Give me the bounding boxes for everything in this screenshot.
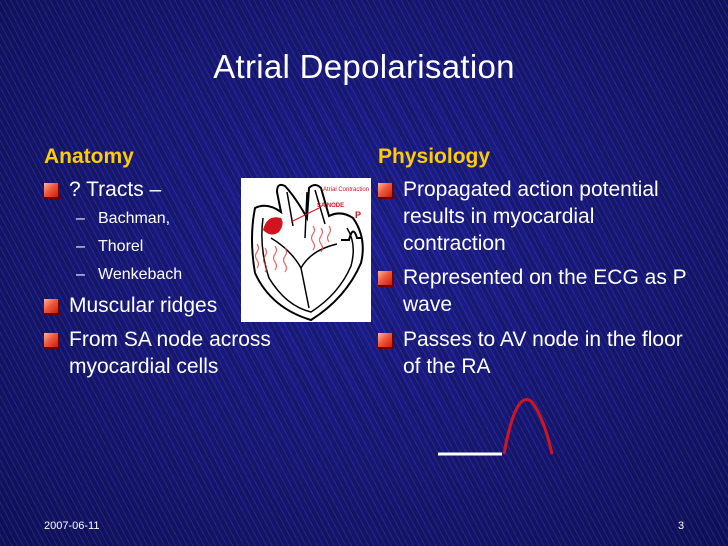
p-label: P — [355, 210, 362, 220]
footer-date: 2007-06-11 — [44, 520, 100, 532]
bullet-square-icon — [44, 299, 60, 315]
bullet-square-icon — [378, 271, 394, 287]
slide-number: 3 — [678, 520, 685, 532]
left-bullet-muscular-ridges: Muscular ridges — [44, 292, 217, 319]
physiology-heading: Physiology — [378, 145, 491, 168]
bullet-square-icon — [378, 333, 394, 349]
sub-bullet-thorel: – Thorel — [76, 238, 144, 255]
left-bullet-sa-node: From SA node across myocardial cells — [44, 326, 324, 380]
bullet-square-icon — [44, 183, 60, 199]
heart-diagram — [241, 178, 371, 322]
bullet-square-icon — [44, 333, 60, 349]
bullet-square-icon — [378, 183, 394, 199]
left-bullet-tracts: ? Tracts – — [44, 176, 161, 203]
right-bullet-action-potential: Propagated action potential results in myocardial contraction — [378, 176, 688, 257]
right-bullet-av-node: Passes to AV node in the floor of the RA — [378, 326, 688, 380]
slide-title: Atrial Depolarisation — [213, 48, 515, 85]
heart-icon — [241, 178, 371, 322]
sa-node-shape — [263, 217, 283, 234]
right-bullet-ecg: Represented on the ECG as P wave — [378, 264, 688, 318]
sub-bullet-bachman: – Bachman, — [76, 210, 171, 227]
p-wave-drawing — [432, 398, 562, 458]
sub-bullet-wenkebach: – Wenkebach — [76, 266, 183, 283]
sa-node-label: SA NODE — [317, 203, 345, 209]
atrial-label: Atrial Contraction — [323, 187, 370, 193]
anatomy-heading: Anatomy — [44, 145, 134, 168]
